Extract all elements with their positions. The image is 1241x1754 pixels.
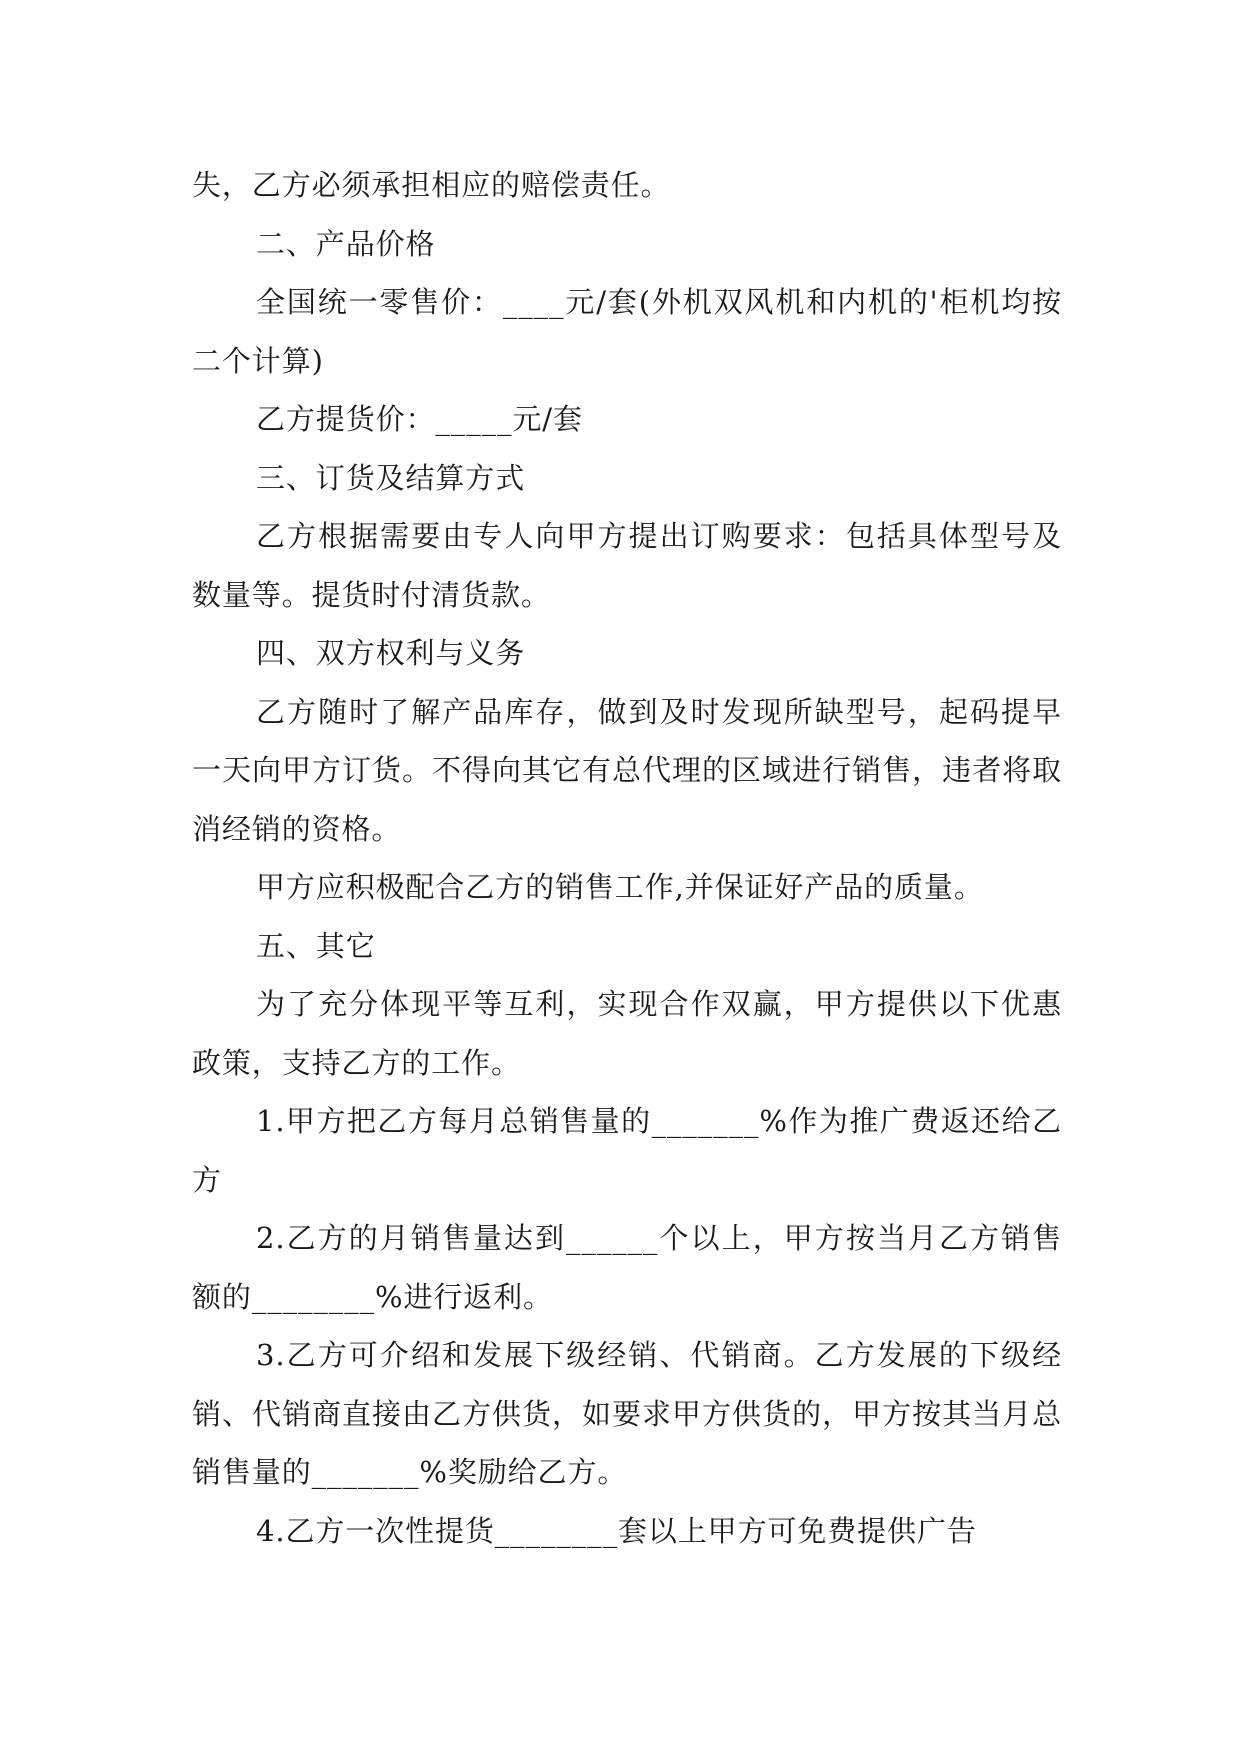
clause-item-1: 1.甲方把乙方每月总销售量的_______%作为推广费返还给乙方 <box>192 1104 1062 1197</box>
paragraph-inventory-obligation: 乙方随时了解产品库存，做到及时发现所缺型号，起码提早一天向甲方订货。不得向其它有总代理的区域进行销售，违者将取消经销的资格。 <box>192 694 1062 846</box>
heading-product-price: 二、产品价格 <box>256 226 436 261</box>
paragraph-compensation-clause: 失，乙方必须承担相应的赔偿责任。 <box>192 168 671 202</box>
heading-ordering-settlement: 三、订货及结算方式 <box>256 460 526 495</box>
paragraph-pickup-price: 乙方提货价：_____元/套 <box>256 402 583 436</box>
heading-rights-obligations: 四、双方权利与义务 <box>256 636 526 670</box>
clause-item-2: 2.乙方的月销售量达到______个以上，甲方按当月乙方销售额的________%进行返利。 <box>192 1221 1062 1314</box>
document-body <box>192 156 1062 1560</box>
clause-item-4: 4.乙方一次性提货________套以上甲方可免费提供广告 <box>256 1513 977 1548</box>
paragraph-ordering-request: 乙方根据需要由专人向甲方提出订购要求：包括具体型号及数量等。提货时付清货款。 <box>192 519 1062 612</box>
clause-item-3: 3.乙方可介绍和发展下级经销、代销商。乙方发展的下级经销、代销商直接由乙方供货，如要求甲方供货的，甲方按其当月总销售量的_______%奖励给乙方。 <box>192 1338 1062 1489</box>
paragraph-party-a-cooperation: 甲方应积极配合乙方的销售工作,并保证好产品的质量。 <box>256 870 984 904</box>
paragraph-retail-price: 全国统一零售价：____元/套(外机双风机和内机的'柜机均按二个计算) <box>192 285 1062 378</box>
paragraph-preferential-policy: 为了充分体现平等互利，实现合作双赢，甲方提供以下优惠政策，支持乙方的工作。 <box>192 987 1062 1080</box>
heading-others: 五、其它 <box>256 928 376 963</box>
